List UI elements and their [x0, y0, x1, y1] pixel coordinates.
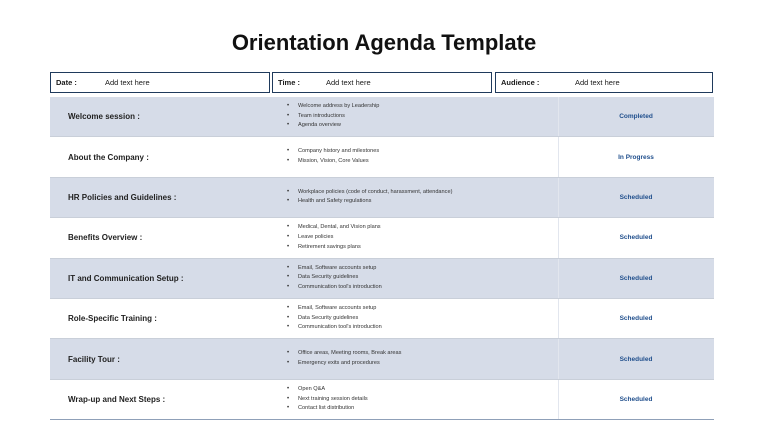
column-divider [558, 137, 559, 176]
date-value[interactable]: Add text here [105, 78, 150, 87]
agenda-detail-item: • Next training session details [284, 395, 368, 405]
agenda-details-list [284, 385, 368, 414]
agenda-details [284, 178, 452, 217]
date-field[interactable] [50, 72, 270, 93]
column-divider [558, 218, 559, 257]
page-title: Orientation Agenda Template [231, 30, 537, 55]
agenda-detail-item: • Office areas, Meeting rooms, Break areas [284, 349, 401, 359]
audience-value[interactable]: Add text here [575, 78, 620, 87]
agenda-row [50, 299, 714, 339]
column-divider [558, 97, 559, 136]
status-label: Scheduled [619, 355, 653, 363]
audience-field[interactable] [495, 72, 713, 93]
agenda-row [50, 339, 714, 379]
column-divider [558, 259, 559, 298]
agenda-details-list [284, 188, 452, 207]
agenda-detail-item: • Medical, Dental, and Vision plans [284, 223, 381, 233]
column-divider [558, 299, 559, 338]
audience-label: Audience : [501, 78, 540, 87]
agenda-section-title: Facility Tour : [68, 354, 120, 364]
status-label: Scheduled [619, 193, 653, 201]
agenda-details-list [284, 304, 382, 333]
agenda-details-list [284, 349, 401, 368]
status-label: Scheduled [619, 234, 653, 242]
agenda-detail-item: • Team introductions [284, 112, 379, 122]
column-divider [558, 178, 559, 217]
agenda-details [284, 218, 381, 257]
agenda-row [50, 137, 714, 177]
agenda-detail-item: • Email, Software accounts setup [284, 264, 382, 274]
status-label: Scheduled [619, 274, 653, 282]
agenda-details [284, 380, 368, 419]
agenda-table [50, 97, 714, 420]
agenda-details [284, 299, 382, 338]
status-label: Scheduled [619, 315, 653, 323]
agenda-detail-item: • Open Q&A [284, 385, 368, 395]
time-label: Time : [278, 78, 300, 87]
agenda-details-list [284, 147, 379, 166]
agenda-detail-item: • Health and Safety regulations [284, 197, 452, 207]
agenda-section-title: HR Policies and Guidelines : [68, 192, 177, 202]
agenda-row [50, 97, 714, 137]
agenda-section-title: Welcome session : [68, 112, 140, 122]
agenda-details-list [284, 102, 379, 131]
column-divider [558, 339, 559, 378]
agenda-section-title: Role-Specific Training : [68, 314, 157, 324]
agenda-detail-item: • Data Security guidelines [284, 314, 382, 324]
time-field[interactable] [272, 72, 492, 93]
agenda-detail-item: • Welcome address by Leadership [284, 102, 379, 112]
status-label: In Progress [618, 153, 654, 161]
agenda-detail-item: • Workplace policies (code of conduct, harassment, attendance) [284, 188, 452, 198]
agenda-details-list [284, 223, 381, 252]
agenda-details-list [284, 264, 382, 293]
agenda-row [50, 218, 714, 258]
status-label: Completed [619, 113, 653, 121]
agenda-row [50, 178, 714, 218]
agenda-row [50, 259, 714, 299]
agenda-detail-item: • Communication tool's introduction [284, 283, 382, 293]
agenda-details [284, 97, 379, 136]
agenda-section-title: IT and Communication Setup : [68, 273, 184, 283]
agenda-detail-item: • Communication tool's introduction [284, 323, 382, 333]
column-divider [558, 380, 559, 419]
date-label: Date : [56, 78, 77, 87]
agenda-section-title: Wrap-up and Next Steps : [68, 394, 166, 404]
agenda-detail-item: • Mission, Vision, Core Values [284, 157, 379, 167]
agenda-section-title: Benefits Overview : [68, 233, 143, 243]
agenda-details [284, 339, 401, 378]
agenda-row [50, 380, 714, 420]
agenda-detail-item: • Emergency exits and procedures [284, 359, 401, 369]
status-label: Scheduled [619, 395, 653, 403]
agenda-detail-item: • Data Security guidelines [284, 273, 382, 283]
agenda-details [284, 259, 382, 298]
agenda-detail-item: • Retirement savings plans [284, 243, 381, 253]
agenda-details [284, 137, 379, 176]
meta-row [50, 72, 714, 93]
agenda-section-title: About the Company : [68, 152, 149, 162]
agenda-detail-item: • Company history and milestones [284, 147, 379, 157]
agenda-detail-item: • Agenda overview [284, 121, 379, 131]
agenda-detail-item: • Contact list distribution [284, 404, 368, 414]
time-value[interactable]: Add text here [326, 78, 371, 87]
agenda-detail-item: • Email, Software accounts setup [284, 304, 382, 314]
agenda-detail-item: • Leave policies [284, 233, 381, 243]
